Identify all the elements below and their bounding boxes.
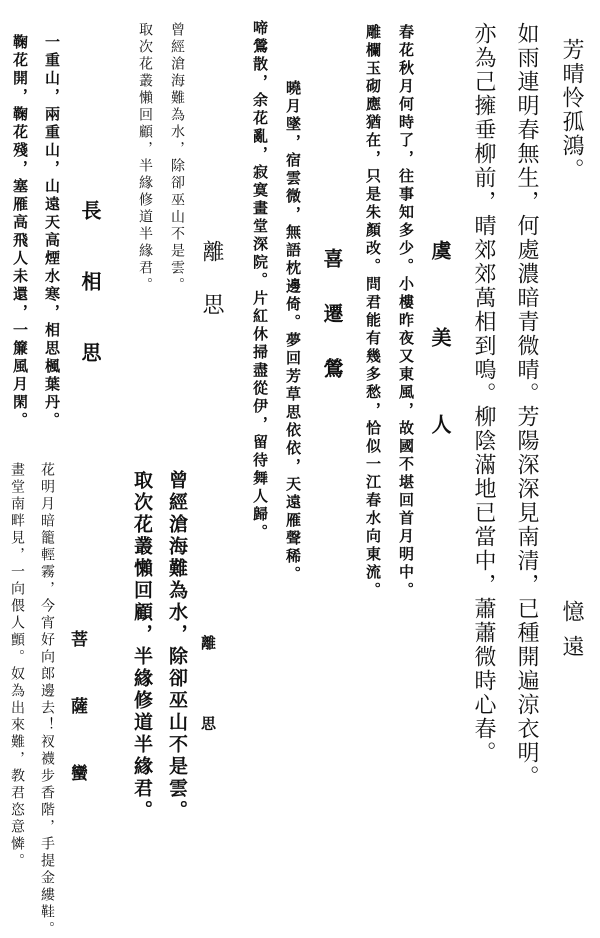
poem-pusaman-line-2: 畫堂南畔見，一向偎人顫。奴為出來難，教君恣意憐。 [9,462,25,870]
poem-yumeiren-line-2: 雕欄玉砌應猶在，只是朱顏改。問君能有幾多愁，恰似一江春水向東流。 [364,24,382,600]
poem-xiqianying-title: 喜 遷 鶯 [320,248,344,392]
poem-yiyuan-line-4: 柳陰滿地已當中，蕭蕭微時心春。 [471,405,496,765]
poem-changxiangsi-title: 長 相 思 [78,200,102,384]
poem-lisi-line-1: 曾經滄海難為水，除卻巫山不是雲。 [166,470,188,822]
poem-yiyuan-line-5: 亦為己擁垂柳前，晴郊郊萬相到鳴。 [471,22,496,406]
poem-yiyuan-title: 憶 遠 [559,600,584,660]
poem-pusaman-line-1: 花明月暗籠輕霧，今宵好向郎邊去！衩襪步香階，手提金縷鞋。 [39,462,55,938]
poem-xiqianying-line-1: 曉月墜，宿雲微，無語枕邊倚。夢回芳草思依依，天遠雁聲稀。 [284,80,302,584]
poem-pusaman-title: 菩 薩 蠻 [67,630,87,803]
poem-yiyuan-line-1: 芳晴怜孤鴻。 [559,38,584,182]
poem-yumeiren-title: 虞 美 人 [428,240,452,464]
poem-changxiangsi-line-2: 鞠花開，鞠花殘，塞雁高飛人未還，一簾風月閑。 [11,34,29,430]
poem-lisi-seal-line-2: 取次花叢懶回顧，半緣修道半緣君。 [137,22,153,294]
poem-xiqianying-line-2: 啼鶯散，余花亂，寂寞畫堂深院。片紅休掃盡從伊，留待舞人歸。 [251,20,269,542]
poem-lisi-seal-title: 離 思 [199,240,224,327]
poem-lisi-title: 離 思 [199,635,217,761]
poem-yiyuan-line-3: 如雨連明春無生，何處濃暗青微晴。 [514,22,539,406]
poem-lisi-line-2: 取次花叢懶回顧，半緣修道半緣君。 [131,470,153,822]
poem-yumeiren-line-1: 春花秋月何時了，往事知多少。小樓昨夜又東風，故國不堪回首月明中。 [397,24,415,600]
poem-lisi-seal-line-1: 曾經滄海難為水，除卻巫山不是雲。 [169,22,185,294]
poem-yiyuan-line-2: 芳陽深深見南清，已種開遍涼衣明。 [514,405,539,789]
poem-changxiangsi-line-1: 一重山，兩重山，山遠天高煙水寒，相思楓葉丹。 [43,34,61,430]
